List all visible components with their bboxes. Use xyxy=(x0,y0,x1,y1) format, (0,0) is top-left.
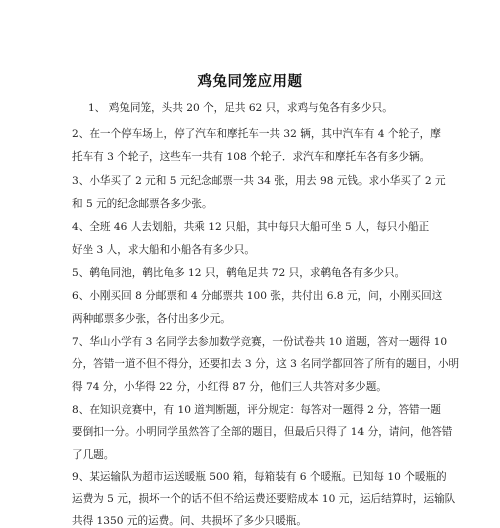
problem-9-line-3: 共得 1350 元的运费。问、共损坏了多少只暖瓶。 xyxy=(72,515,307,527)
problem-6-line-1: 6、小刚买回 8 分邮票和 4 分邮票共 100 张，共付出 6.8 元，问，小刚买回这 xyxy=(72,290,443,302)
document-title: 鸡兔同笼应用题 xyxy=(197,73,303,90)
problem-6-line-2: 两种邮票多少张，各付出多少元。 xyxy=(72,313,231,325)
problem-9-line-1: 9、某运输队为超市运送暖瓶 500 箱，每箱装有 6 个暖瓶。已知每 10 个暖瓶的 xyxy=(72,471,447,483)
problem-8-line-2: 要倒扣一分。小明同学虽然答了全部的题目，但最后只得了 14 分，请问，他答错 xyxy=(72,426,453,438)
problem-8-line-3: 了几题。 xyxy=(72,449,115,461)
problem-5-line-1: 5、鹌龟同池，鹌比龟多 12 只，鹌龟足共 72 只，求鹌龟各有多少只。 xyxy=(72,267,406,279)
problem-3-line-1: 3、小华买了 2 元和 5 元纪念邮票一共 34 张，用去 98 元钱。求小华买了 2 元 xyxy=(72,175,446,187)
problem-2-line-1: 2、在一个停车场上，停了汽车和摩托车一共 32 辆，其中汽车有 4 个轮子，摩 xyxy=(72,128,441,140)
problem-2-line-2: 托车有 3 个轮子，这些车一共有 108 个轮子．求汽车和摩托车各有多少辆。 xyxy=(72,151,431,163)
problem-9-line-2: 运费为 5 元，损坏一个的话不但不给运费还要赔成本 10 元，运后结算时，运输队 xyxy=(72,493,456,505)
problem-7-line-1: 7、华山小学有 3 名同学去参加数学竞赛，一份试卷共 10 道题，答对一题得 10 xyxy=(72,336,448,348)
problem-4-line-2: 好坐 3 人，求大船和小船各有多少只。 xyxy=(72,244,255,256)
problem-4-line-1: 4、全班 46 人去划船，共乘 12 只船，其中每只大船可坐 5 人，每只小船正 xyxy=(72,221,430,233)
problem-8-line-1: 8、在知识竞赛中，有 10 道判断题，评分规定：每答对一题得 2 分，答错一题 xyxy=(72,404,441,416)
problem-1-line-1: 1、 鸡兔同笼，头共 20 个，足共 62 只，求鸡与兔各有多少只。 xyxy=(88,102,393,114)
problem-7-line-3: 得 74 分，小华得 22 分，小红得 87 分，他们三人共答对多少题。 xyxy=(72,381,387,393)
problem-3-line-2: 和 5 元的纪念邮票各多少张。 xyxy=(72,198,213,210)
problem-7-line-2: 分，答错一道不但不得分，还要扣去 3 分，这 3 名同学都回答了所有的题目，小明 xyxy=(72,358,460,370)
